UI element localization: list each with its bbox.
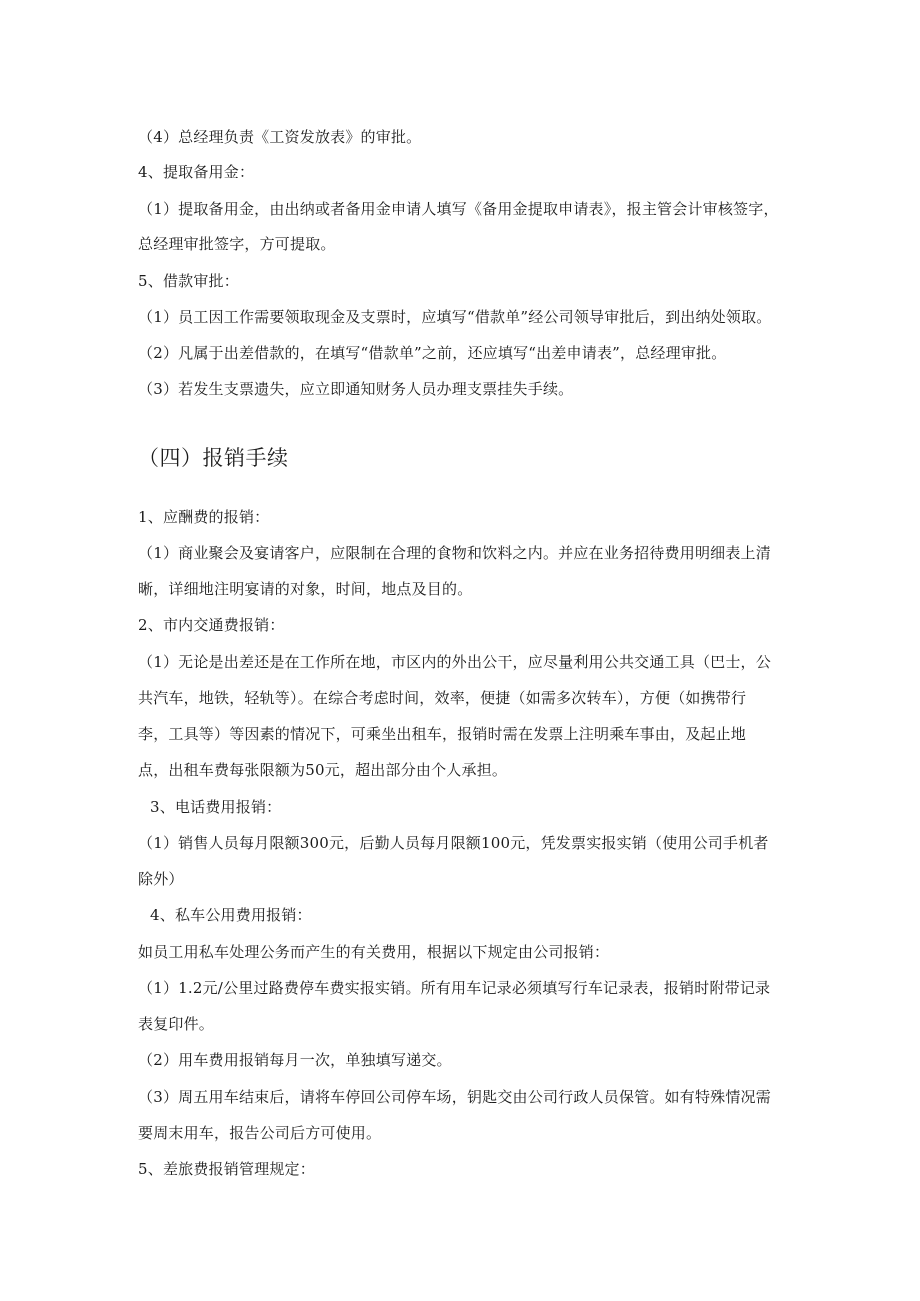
- paragraph-line: 共汽车，地铁，轻轨等）。在综合考虑时间，效率，便捷（如需多次转车），方便（如携带行: [138, 689, 747, 707]
- paragraph-line: 如员工用私车处理公务而产生的有关费用，根据以下规定由公司报销：: [138, 943, 610, 961]
- paragraph-line: （1）1.2元/公里过路费停车费实报实销。所有用车记录必须填写行车记录表，报销时附带记录: [138, 979, 771, 997]
- paragraph-line: 李，工具等）等因素的情况下，可乘坐出租车，报销时需在发票上注明乘车事由，及起止地: [138, 725, 747, 743]
- paragraph-line: （1）提取备用金，由出纳或者备用金申请人填写《备用金提取申请表》，报主管会计审核签字，: [138, 200, 779, 218]
- paragraph-line: 表复印件。: [138, 1015, 215, 1033]
- paragraph-line: （1）无论是出差还是在工作所在地，市区内的外出公干，应尽量利用公共交通工具（巴士，公: [138, 653, 771, 671]
- paragraph-line: 点，出租车费每张限额为50元，超出部分由个人承担。: [138, 761, 508, 779]
- paragraph-line: （1）员工因工作需要领取现金及支票时，应填写“借款单”经公司领导审批后，到出纳处领取。: [138, 308, 772, 326]
- paragraph-line: 除外）: [138, 870, 184, 888]
- section-heading: （四）报销手续: [138, 446, 289, 470]
- paragraph-line: （1）商业聚会及宴请客户，应限制在合理的食物和饮料之内。并应在业务招待费用明细表上清: [138, 544, 771, 562]
- paragraph-line: （4）总经理负责《工资发放表》的审批。: [138, 128, 422, 146]
- paragraph-line: 晰，详细地注明宴请的对象，时间，地点及目的。: [138, 580, 473, 598]
- paragraph-line: 1、应酬费的报销：: [138, 508, 270, 526]
- paragraph-line: 2、市内交通费报销：: [138, 616, 285, 634]
- paragraph-line: 4、提取备用金：: [138, 163, 255, 181]
- paragraph-line: 要周末用车，报告公司后方可使用。: [138, 1124, 382, 1142]
- paragraph-line: （3）周五用车结束后，请将车停回公司停车场，钥匙交由公司行政人员保管。如有特殊情况需: [138, 1088, 771, 1106]
- paragraph-line: （1）销售人员每月限额300元，后勤人员每月限额100元，凭发票实报实销（使用公司手机者: [138, 834, 769, 852]
- paragraph-line: （2）凡属于出差借款的，在填写“借款单”之前，还应填写“出差申请表”，总经理审批。: [138, 344, 727, 362]
- paragraph-line: （3）若发生支票遗失，应立即通知财务人员办理支票挂失手续。: [138, 380, 574, 398]
- paragraph-line: 3、电话费用报销：: [150, 798, 282, 816]
- paragraph-line: 4、私车公用费用报销：: [150, 906, 312, 924]
- paragraph-line: 总经理审批签字，方可提取。: [138, 235, 336, 253]
- paragraph-line: （2）用车费用报销每月一次，单独填写递交。: [138, 1051, 452, 1069]
- paragraph-line: 5、借款审批：: [138, 272, 239, 290]
- paragraph-line: 5、差旅费报销管理规定：: [138, 1160, 315, 1178]
